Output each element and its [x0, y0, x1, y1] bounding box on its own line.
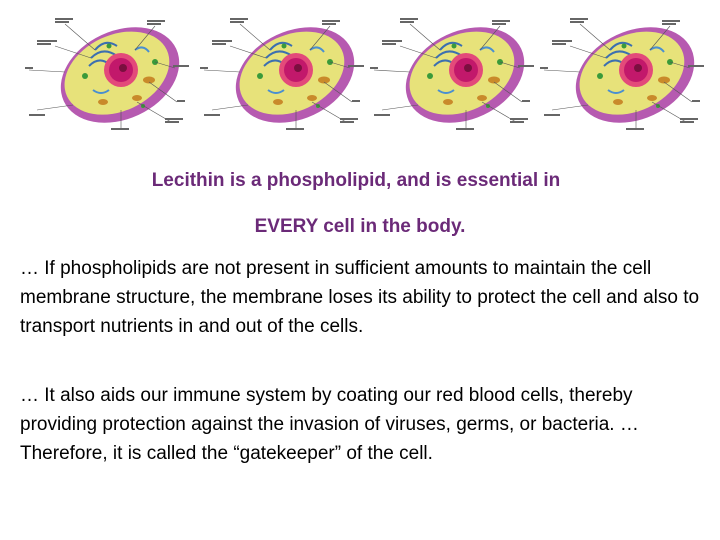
paragraph-membrane: … If phospholipids are not present in sufficient amounts to maintain the cell membrane structure, the membrane loses its ability to protect the cell and also to transport nutrients in and out of the cells.: [20, 258, 700, 337]
animal-cell-diagram-2: [200, 10, 370, 135]
heading-line-1: Lecithin is a phospholipid, and is essential in: [151, 170, 561, 191]
animal-cell-diagram-1: [25, 10, 195, 135]
heading-line-2: EVERY cell in the body.: [254, 216, 466, 237]
cell-diagram-row: [0, 0, 720, 140]
paragraph-immune: … It also aids our immune system by coating our red blood cells, thereby providing protection against the invasion of viruses, germs, or bacteria. … Therefore, it is called the “gatekeeper” of the cell.: [20, 385, 639, 464]
animal-cell-diagram-3: [370, 10, 540, 135]
animal-cell-diagram-4: [540, 10, 710, 135]
